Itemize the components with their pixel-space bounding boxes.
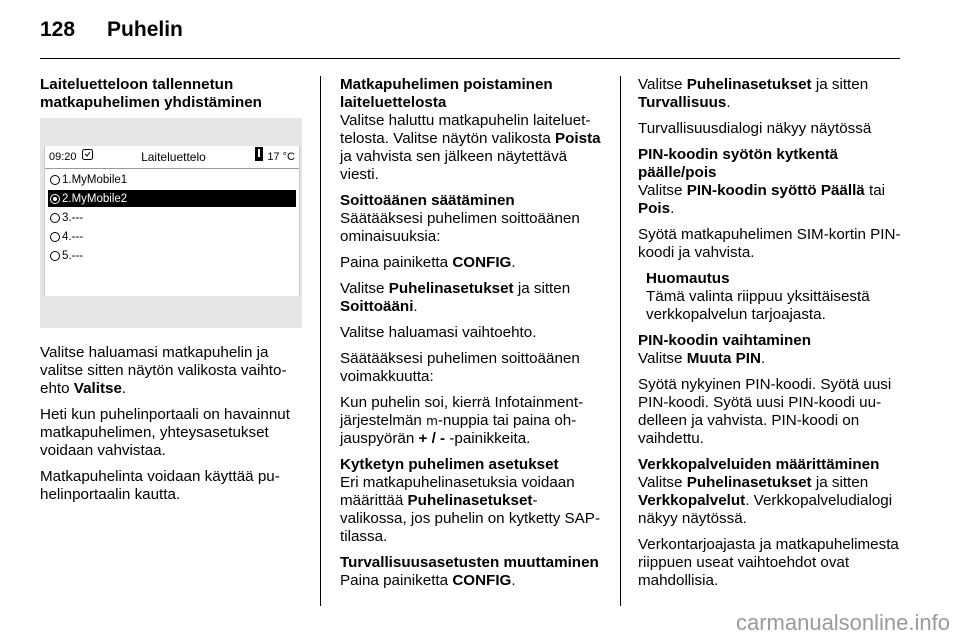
screen-list-item[interactable] [48,228,296,245]
column-divider [320,76,321,606]
radio-icon [50,175,60,185]
paragraph: Verkontarjoajasta ja matkapuhelimesta riippuen useat vaihtoehdot ovat mahdollisia. [638,536,899,589]
screen-status-bar [45,146,299,169]
note-title: Huomautus [646,270,730,287]
note-text: Tämä valinta riippuu yksittäisestä verkkopalvelun tarjoajasta. [646,288,870,323]
section-heading: Turvallisuusasetusten muuttaminen [340,554,599,571]
screen-device-list [45,171,299,264]
paragraph: Valitse Puhelinasetukset ja sitten Soittoääni. [340,280,571,315]
paragraph: Paina painiketta CONFIG. [340,254,516,271]
knob-symbol: m [426,414,438,428]
screen-list-item[interactable] [48,171,296,188]
section-heading: PIN-koodin vaihtaminen [638,332,811,349]
section-heading: Verkkopalveluiden määrittäminen [638,456,880,473]
paragraph: Valitse Puhelinasetukset ja sitten Verkkopalvelut. Verkkopalveludialogi näkyy näytössä. [638,474,893,527]
column-2 [340,76,602,598]
paragraph: Valitse haluamasi matkapuhelin ja valitse sitten näytön valikosta vaihtoehto Valitse. [40,344,287,397]
screen-list-item-label: 2.MyMobile2 [62,192,128,205]
paragraph: Valitse Muuta PIN. [638,350,766,367]
page-title: Puhelin [107,18,183,41]
radio-icon [50,213,60,223]
radio-icon [50,232,60,242]
device-screen [44,146,300,296]
screen-temperature: 17 °C [267,151,295,163]
paragraph: Eri matkapuhelinasetuksia voidaan määrittää Puhelinasetukset-valikossa, jos puhelin on kytketty SAP-tilassa. [340,474,600,545]
screen-time: 09:20 [49,151,77,163]
note-box [638,270,908,324]
paragraph: Syötä nykyinen PIN-koodi. Syötä uusi PIN-koodi. Syötä uusi PIN-koodi uudelleen ja vahvista. PIN-koodi on vaihdettu. [638,376,892,447]
watermark: carmanualsonline.info [735,610,950,635]
paragraph: Valitse haluamasi vaihtoehto. [340,324,537,341]
paragraph: Paina painiketta CONFIG. [340,572,516,589]
section-heading: Kytketyn puhelimen asetukset [340,456,559,473]
phone-icon [82,148,93,166]
paragraph: Säätääksesi puhelimen soittoäänen ominaisuuksia: [340,210,580,245]
paragraph: Säätääksesi puhelimen soittoäänen voimakkuutta: [340,350,580,385]
screen-list-item-label: 4.--- [62,230,84,243]
paragraph: Kun puhelin soi, kierrä Infotainmentjärjestelmän m-nuppia tai paina ohjauspyörän + / - -painikkeita. [340,394,584,447]
screen-list-item[interactable] [48,190,296,207]
column-3 [638,76,908,598]
radio-icon [50,251,60,261]
screen-list-item-label: 3.--- [62,211,84,224]
section-heading: PIN-koodin syötön kytkentä päälle/pois [638,146,838,181]
device-screen-figure [40,118,302,328]
paragraph: Valitse haluttu matkapuhelin laiteluettelosta. Valitse näytön valikosta Poista ja vahvista sen jälkeen näytettävä viesti. [340,112,601,183]
screen-list-item-label: 5.--- [62,249,84,262]
screen-list-item[interactable] [48,247,296,264]
screen-list-item-label: 1.MyMobile1 [62,173,128,186]
column-1 [40,76,302,512]
section-heading: Soittoäänen säätäminen [340,192,515,209]
paragraph: Valitse PIN-koodin syöttö Päällä tai Pois. [638,182,886,217]
page-header [40,18,183,42]
paragraph: Heti kun puhelinportaali on havainnut matkapuhelimen, yhteysasetukset voidaan vahvistaa. [40,406,290,459]
paragraph: Matkapuhelinta voidaan käyttää puhelinportaalin kautta. [40,468,280,503]
page-number: 128 [40,18,76,41]
screen-title: Laiteluettelo [141,150,206,164]
section-heading: Matkapuhelimen poistaminen laiteluettelosta [340,76,553,111]
screen-list-item[interactable] [48,209,296,226]
thermometer-icon [254,147,264,167]
paragraph: Turvallisuusdialogi näkyy näytössä [638,120,872,137]
paragraph: Valitse Puhelinasetukset ja sitten Turvallisuus. [638,76,869,111]
paragraph: Syötä matkapuhelimen SIM-kortin PIN-koodi ja vahvista. [638,226,901,261]
header-rule [40,58,900,59]
section-heading: Laiteluetteloon tallennetun matkapuhelimen yhdistäminen [40,76,262,111]
radio-icon [50,194,60,204]
column-divider [620,76,621,606]
